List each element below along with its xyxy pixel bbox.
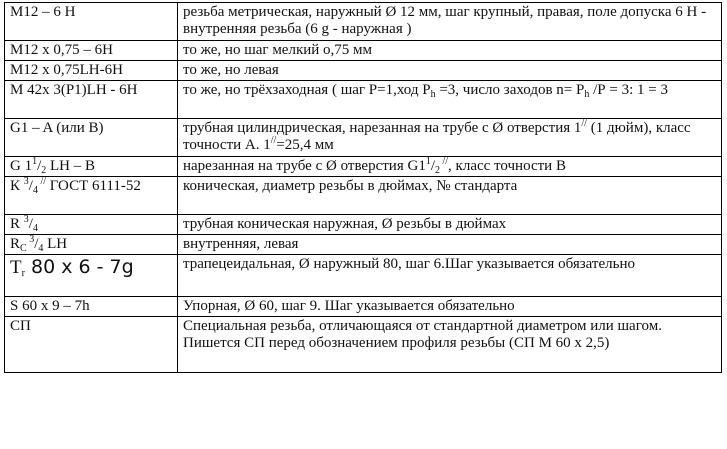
table-row bbox=[5, 61, 722, 81]
designation-cell bbox=[5, 255, 178, 297]
superscript: // bbox=[439, 156, 449, 167]
description-cell: трапецеидальная, Ø наружный 80, шаг 6.Шаг указывается обязательно bbox=[178, 255, 722, 297]
table-row bbox=[5, 215, 722, 235]
superscript: 1 bbox=[32, 156, 38, 167]
description-text: трубная цилиндрическая, нарезанная на трубе с Ø отверстия 1 bbox=[183, 120, 582, 136]
table-row bbox=[5, 119, 722, 157]
subscript: 2 bbox=[41, 165, 47, 176]
subscript: h bbox=[430, 89, 436, 100]
table-row bbox=[5, 297, 722, 317]
description-cell: резьба метрическая, наружный Ø 12 мм, шаг крупный, правая, поле допуска 6 Н - внутренняя резьба (6 g - наружная ) bbox=[178, 3, 722, 41]
designation-text: R bbox=[10, 236, 21, 252]
designation-text: 80 x 6 - 7g bbox=[24, 256, 134, 278]
designation-cell: M 42x 3(P1)LH - 6H bbox=[5, 81, 178, 119]
description-text: =3, число заходов n= Р bbox=[435, 82, 585, 98]
table-row bbox=[5, 255, 722, 297]
subscript: r bbox=[21, 268, 25, 279]
fraction-slash: / bbox=[37, 158, 42, 174]
designation-text: T bbox=[10, 257, 22, 278]
designation-cell: M12 – 6 H bbox=[5, 3, 178, 41]
description-cell: Упорная, Ø 60, шаг 9. Шаг указывается обязательно bbox=[178, 297, 722, 317]
fraction-slash: / bbox=[34, 236, 39, 252]
designation-cell: S 60 x 9 – 7h bbox=[5, 297, 178, 317]
superscript: 3 bbox=[26, 234, 35, 245]
table-row bbox=[5, 81, 722, 119]
description-cell: трубная коническая наружная, Ø резьбы в дюймах bbox=[178, 215, 722, 235]
superscript: 1 bbox=[425, 156, 431, 167]
table-row bbox=[5, 157, 722, 177]
description-text: /Р = 3: 1 = 3 bbox=[589, 82, 668, 98]
description-text: , класс точности В bbox=[448, 158, 566, 174]
designation-text: G 1 bbox=[10, 158, 33, 174]
description-cell bbox=[178, 81, 722, 119]
subscript: 4 bbox=[32, 185, 38, 196]
subscript: C bbox=[20, 243, 27, 254]
description-cell: внутренняя, левая bbox=[178, 235, 722, 255]
thread-designation-table bbox=[4, 2, 722, 373]
description-cell: то же, но левая bbox=[178, 61, 722, 81]
superscript: // bbox=[581, 118, 587, 129]
table-row bbox=[5, 3, 722, 41]
description-cell bbox=[178, 119, 722, 157]
table-row bbox=[5, 177, 722, 215]
description-cell: Специальная резьба, отличающаяся от стандартной диаметром или шагом. Пишется СП перед обозначением профиля резьбы (СП М 60 х 2,5) bbox=[178, 317, 722, 373]
table-row bbox=[5, 41, 722, 61]
designation-cell bbox=[5, 235, 178, 255]
superscript: 3 bbox=[23, 176, 29, 187]
designation-cell bbox=[5, 177, 178, 215]
superscript: // bbox=[270, 135, 277, 146]
superscript: // bbox=[37, 176, 46, 187]
subscript: 4 bbox=[38, 243, 44, 254]
description-text: нарезанная на трубе с Ø отверстия G1 bbox=[183, 158, 426, 174]
designation-cell: M12 x 0,75 – 6H bbox=[5, 41, 178, 61]
designation-cell: M12 x 0,75LH-6H bbox=[5, 61, 178, 81]
superscript: 3 bbox=[23, 214, 29, 225]
description-text: =25,4 мм bbox=[276, 137, 334, 153]
designation-text: LH bbox=[43, 236, 68, 252]
subscript: h bbox=[584, 89, 590, 100]
designation-cell bbox=[5, 215, 178, 235]
designation-text: R bbox=[10, 216, 24, 232]
table-row bbox=[5, 235, 722, 255]
designation-cell bbox=[5, 157, 178, 177]
designation-cell: G1 – A (или B) bbox=[5, 119, 178, 157]
fraction-slash: / bbox=[430, 158, 435, 174]
designation-cell: СП bbox=[5, 317, 178, 373]
fraction-slash: / bbox=[28, 216, 33, 232]
description-text: (1 дюйм), класс точности А. 1 bbox=[183, 120, 691, 153]
description-cell bbox=[178, 157, 722, 177]
description-cell: коническая, диаметр резьбы в дюймах, № стандарта bbox=[178, 177, 722, 215]
subscript: 4 bbox=[32, 223, 38, 234]
designation-text: LH – B bbox=[46, 158, 96, 174]
table-row bbox=[5, 317, 722, 373]
description-cell: то же, но шаг мелкий о,75 мм bbox=[178, 41, 722, 61]
designation-text: ГОСТ 6111-52 bbox=[46, 178, 141, 194]
subscript: 2 bbox=[434, 165, 440, 176]
designation-text: К bbox=[10, 178, 24, 194]
fraction-slash: / bbox=[28, 178, 33, 194]
description-text: то же, но трёхзаходная ( шаг Р=1,ход Р bbox=[183, 82, 431, 98]
